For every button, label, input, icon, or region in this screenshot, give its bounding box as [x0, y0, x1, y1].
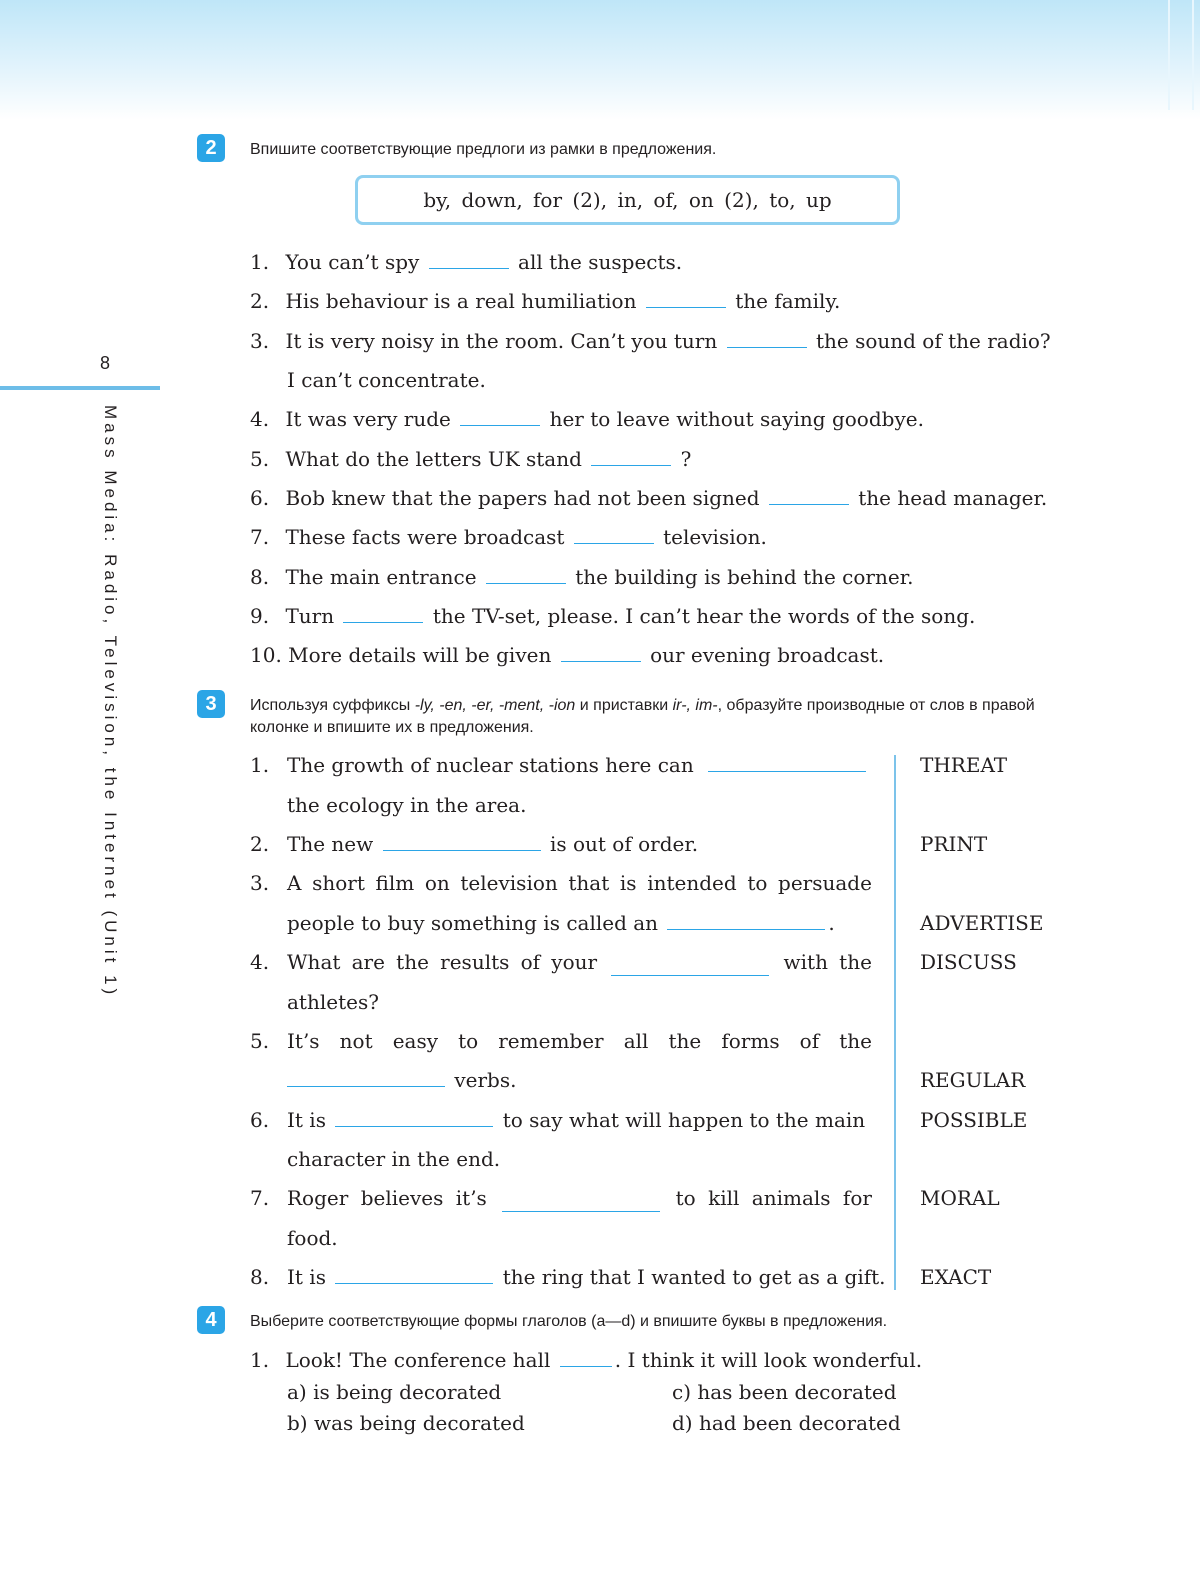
exercise-3-item [287, 1029, 872, 1053]
answer-blank[interactable] [667, 928, 825, 930]
word: forms [721, 1029, 780, 1053]
sentence-start: What do the letters UK stand [285, 447, 582, 471]
sentence-continuation [287, 1068, 516, 1092]
item-number: 6. [250, 486, 270, 510]
option-a: a) is being decorated [287, 1380, 502, 1404]
answer-blank[interactable] [383, 849, 541, 851]
exercise-4-instruction: Выберите соответствующие формы глаголов (a—d) и впишите буквы в предложения. [250, 1313, 888, 1330]
word: are [351, 950, 385, 974]
sentence-end: verbs. [454, 1068, 517, 1092]
option-b: b) was being decorated [287, 1411, 525, 1435]
sentence-end: all the suspects. [518, 250, 683, 274]
word: Roger [287, 1186, 349, 1210]
sentence-continuation: food. [287, 1226, 338, 1250]
instruction-text: , образуйте производные от слов в правой колонке и впишите их в предложения. [250, 697, 1035, 736]
sentence-continuation: the ecology in the area. [287, 793, 527, 817]
item-number: 3. [250, 871, 270, 895]
exercise-3-item [287, 1186, 872, 1210]
word: of [520, 950, 541, 974]
item-number: 5. [250, 447, 270, 471]
sentence-end: the family. [735, 289, 841, 313]
word: What [287, 950, 341, 974]
exercise-3-item [287, 871, 872, 895]
base-word: MORAL [920, 1186, 1000, 1210]
sentence-end: . [828, 911, 835, 935]
instruction-prefixes: ir-, im- [672, 697, 718, 714]
sentence-start: Turn [285, 604, 335, 628]
word: to [747, 871, 768, 895]
exercise-2-item [250, 486, 1047, 510]
answer-blank[interactable] [769, 503, 849, 505]
base-word: ADVERTISE [920, 911, 1044, 935]
word: to [458, 1029, 479, 1053]
exercise-4-item [250, 1348, 922, 1372]
sentence-end: the building is behind the corner. [575, 565, 914, 589]
exercise-2-badge: 2 [197, 134, 225, 162]
option-d: d) had been decorated [672, 1411, 901, 1435]
sentence-end: our evening broadcast. [650, 643, 885, 667]
sentence-end: the sound of the radio? [815, 329, 1051, 353]
item-number: 8. [250, 565, 270, 589]
word: animals [751, 1186, 831, 1210]
sentence-end: her to leave without saying goodbye. [549, 407, 924, 431]
base-word: THREAT [920, 753, 1008, 777]
top-decorative-band [0, 0, 1200, 120]
word: results [440, 950, 510, 974]
decorative-line [1168, 0, 1170, 110]
word: is [619, 871, 637, 895]
sentence-start: The main entrance [285, 565, 477, 589]
base-word: POSSIBLE [920, 1108, 1028, 1132]
exercise-3-item [287, 950, 872, 974]
exercise-3-badge: 3 [197, 690, 225, 718]
exercise-3-item [287, 1108, 865, 1132]
word: to [675, 1186, 696, 1210]
answer-blank[interactable] [708, 770, 866, 772]
sentence-start: Look! The conference hall [285, 1348, 551, 1372]
exercise-3-item [287, 1265, 886, 1289]
word: the [668, 1029, 702, 1053]
sentence-start: Bob knew that the papers had not been signed [285, 486, 760, 510]
item-number: 3. [250, 329, 270, 353]
sentence-continuation [287, 911, 835, 935]
option-c: c) has been decorated [672, 1380, 897, 1404]
exercise-2-item [250, 407, 924, 431]
word: film [375, 871, 415, 895]
item-number: 8. [250, 1265, 270, 1289]
sentence-start: More details will be given [288, 643, 552, 667]
running-title: Mass Media: Radio, Television, the Internet (Unit 1) [101, 405, 120, 999]
answer-blank[interactable] [343, 621, 423, 623]
sentence-continuation: character in the end. [287, 1147, 501, 1171]
word: believes [360, 1186, 444, 1210]
exercise-2-item [250, 447, 691, 471]
base-word: EXACT [920, 1265, 992, 1289]
exercise-3-item [287, 753, 869, 777]
answer-blank[interactable] [335, 1282, 493, 1284]
sentence-start: The growth of nuclear stations here can [287, 753, 694, 777]
exercise-3-item [287, 832, 698, 856]
item-number: 4. [250, 407, 270, 431]
base-word: REGULAR [920, 1068, 1026, 1092]
item-number: 1. [250, 1348, 270, 1372]
word-box: by, down, for (2), in, of, on (2), to, up [355, 175, 900, 225]
exercise-2-item [250, 250, 682, 274]
sentence-end: the ring that I wanted to get as a gift. [502, 1265, 886, 1289]
sentence-start: His behaviour is a real humiliation [285, 289, 637, 313]
answer-blank[interactable] [574, 542, 654, 544]
sentence-continuation: athletes? [287, 990, 379, 1014]
sentence-end: . I think it will look wonderful. [614, 1348, 923, 1372]
sentence-end: to say what will happen to the main [502, 1108, 866, 1132]
exercise-2-instruction: Впишите соответствующие предлоги из рамки в предложения. [250, 141, 717, 158]
instruction-text: и приставки [575, 697, 673, 714]
answer-blank[interactable] [727, 346, 807, 348]
sentence-start: These facts were broadcast [285, 525, 565, 549]
instruction-text: Используя суффиксы [250, 697, 415, 714]
instruction-suffixes: -ly, -en, -er, -ment, -ion [414, 697, 576, 714]
exercise-4-badge: 4 [197, 1306, 225, 1334]
answer-blank[interactable] [335, 1125, 493, 1127]
answer-blank[interactable] [486, 582, 566, 584]
sentence-start: It was very rude [285, 407, 451, 431]
item-number: 10. [250, 643, 282, 667]
page-number: 8 [100, 353, 111, 373]
word: it’s [455, 1186, 487, 1210]
sentence-start: It is very noisy in the room. Can’t you turn [285, 329, 718, 353]
item-number: 5. [250, 1029, 270, 1053]
word: television [460, 871, 558, 895]
word: the [839, 1029, 872, 1053]
sentence-start: You can’t spy [285, 250, 420, 274]
exercise-3-instruction [250, 695, 1070, 739]
sentence-start: It is [287, 1265, 326, 1289]
exercise-2-item [250, 604, 975, 628]
base-word: DISCUSS [920, 950, 1017, 974]
exercise-2-item [250, 525, 767, 549]
answer-blank[interactable] [460, 424, 540, 426]
exercise-2-item [250, 289, 840, 313]
word: your [551, 950, 598, 974]
sentence-start: The new [287, 832, 374, 856]
sentence-start: people to buy something is called an [287, 911, 659, 935]
item-number: 4. [250, 950, 270, 974]
base-word: PRINT [920, 832, 988, 856]
item-number: 2. [250, 289, 270, 313]
sentence-end: television. [663, 525, 767, 549]
sentence-end: ? [680, 447, 692, 471]
word: the [839, 950, 872, 974]
item-number: 9. [250, 604, 270, 628]
exercise-2-item [250, 329, 1051, 353]
word: It’s [287, 1029, 320, 1053]
sentence-start: It is [287, 1108, 326, 1132]
word: all [623, 1029, 649, 1053]
answer-blank[interactable] [561, 660, 641, 662]
item-number: 1. [250, 250, 270, 274]
word: that [568, 871, 610, 895]
item-number: 7. [250, 525, 270, 549]
word: kill [708, 1186, 740, 1210]
answer-blank[interactable] [502, 1210, 660, 1212]
word: of [799, 1029, 820, 1053]
decorative-line [1192, 0, 1194, 110]
item-number: 7. [250, 1186, 270, 1210]
exercise-2-item [250, 643, 884, 667]
word: with [783, 950, 828, 974]
word: for [842, 1186, 872, 1210]
word: A [287, 871, 302, 895]
sentence-continuation: I can’t concentrate. [287, 368, 486, 392]
word: persuade [778, 871, 872, 895]
word: short [312, 871, 365, 895]
answer-blank[interactable] [591, 464, 671, 466]
sentence-end: the head manager. [858, 486, 1048, 510]
exercise-2-item [250, 565, 913, 589]
answer-blank[interactable] [429, 267, 509, 269]
answer-blank[interactable] [646, 306, 726, 308]
word: intended [647, 871, 737, 895]
word: not [339, 1029, 373, 1053]
word: remember [498, 1029, 604, 1053]
item-number: 1. [250, 753, 270, 777]
word: the [396, 950, 429, 974]
answer-blank[interactable] [611, 974, 769, 976]
word: easy [392, 1029, 439, 1053]
sentence-end: the TV-set, please. I can’t hear the words of the song. [432, 604, 976, 628]
item-number: 2. [250, 832, 270, 856]
answer-blank[interactable] [560, 1365, 612, 1367]
word: on [424, 871, 450, 895]
column-divider [894, 755, 896, 1290]
item-number: 6. [250, 1108, 270, 1132]
side-divider [0, 386, 160, 390]
answer-blank[interactable] [287, 1085, 445, 1087]
sentence-end: is out of order. [549, 832, 699, 856]
